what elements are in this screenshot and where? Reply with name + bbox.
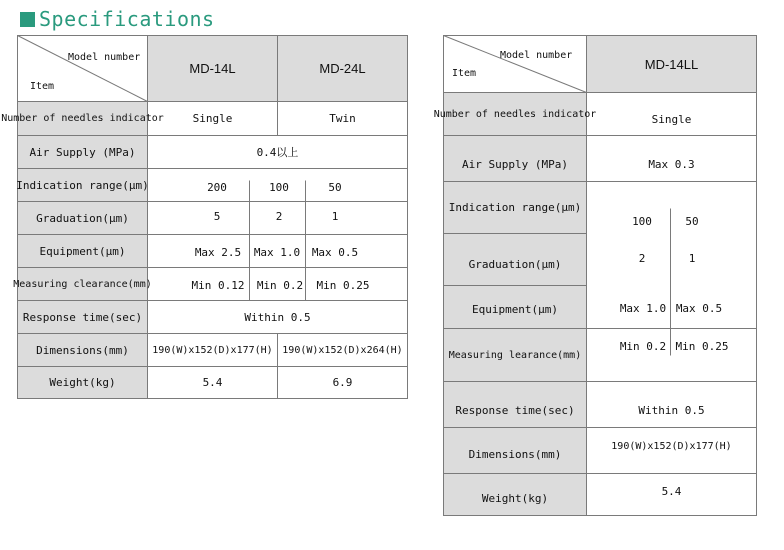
clearance2-b: Min 0.25: [675, 339, 729, 353]
clearance2-a: Min 0.2: [619, 339, 667, 353]
row2-label-equipment: Equipment(μm): [444, 286, 586, 328]
equipment2-a: Max 1.0: [619, 301, 667, 315]
row-label-dimensions: Dimensions(mm): [18, 334, 147, 366]
row-label-range: Indication range(μm): [18, 169, 147, 201]
weight-md14ll: 5.4: [661, 485, 682, 498]
model-header-md14ll: MD-14LL: [587, 36, 756, 92]
needles-md14l: Single: [192, 112, 233, 125]
graduation-a: 5: [213, 209, 221, 223]
corner-model-label-2: Model number: [500, 50, 573, 61]
section-title-text: Specifications: [39, 7, 215, 31]
dimensions-md14l: 190(W)x152(D)x177(H): [152, 344, 273, 356]
row-label-air: Air Supply (MPa): [18, 136, 147, 168]
range-c: 50: [328, 180, 342, 194]
air-md14ll: Max 0.3: [648, 158, 695, 171]
clearance-b: Min 0.2: [256, 278, 304, 292]
row2-label-dimensions: Dimensions(mm): [444, 428, 586, 473]
range2-a: 100: [632, 214, 652, 228]
row2-label-clearance: Measuring learance(mm): [444, 329, 586, 381]
graduation-c: 1: [331, 209, 339, 223]
corner-model-label: Model number: [68, 52, 141, 63]
response-md14ll: Within 0.5: [638, 404, 705, 417]
model-header-md24l: MD-24L: [278, 36, 407, 101]
range-b: 100: [269, 180, 289, 194]
row2-label-needles: Number of needles indicator: [444, 93, 586, 135]
dimensions-md24l: 190(W)x152(D)x264(H): [282, 344, 403, 356]
equipment2-b: Max 0.5: [675, 301, 723, 315]
corner-item-label-2: Item: [452, 68, 477, 79]
equipment-b: Max 1.0: [253, 245, 301, 259]
range-a: 200: [207, 180, 227, 194]
equipment-a: Max 2.5: [194, 245, 242, 259]
graduation-b: 2: [275, 209, 283, 223]
row2-label-range: Indication range(μm): [444, 182, 586, 233]
needles-md14ll: Single: [651, 113, 692, 126]
range2-b: 50: [685, 214, 699, 228]
row2-label-air: Air Supply (MPa): [444, 136, 586, 181]
dimensions-md14ll: 190(W)x152(D)x177(H): [611, 441, 732, 452]
row-label-clearance: Measuring clearance(mm): [18, 268, 147, 300]
row-label-needles: Number of needles indicator: [18, 102, 147, 135]
row-label-graduation: Graduation(μm): [18, 202, 147, 234]
air-supply-value: 0.4以上: [256, 146, 299, 159]
needles-md24l: Twin: [329, 112, 356, 125]
weight-md14l: 5.4: [202, 376, 223, 389]
graduation2-b: 1: [688, 251, 696, 265]
row-label-response: Response time(sec): [18, 301, 147, 333]
clearance-a: Min 0.12: [191, 278, 245, 292]
response-value: Within 0.5: [244, 310, 311, 324]
row2-label-graduation: Graduation(μm): [444, 234, 586, 285]
weight-md24l: 6.9: [332, 376, 353, 389]
corner-item-label: Item: [30, 81, 55, 92]
row2-label-weight: Weight(kg): [444, 474, 586, 515]
clearance-c: Min 0.25: [316, 278, 370, 292]
row2-label-response: Response time(sec): [444, 382, 586, 427]
model-header-md14l: MD-14L: [148, 36, 277, 101]
graduation2-a: 2: [638, 251, 646, 265]
equipment-c: Max 0.5: [311, 245, 359, 259]
row-label-equipment: Equipment(μm): [18, 235, 147, 267]
row-label-weight: Weight(kg): [18, 367, 147, 398]
